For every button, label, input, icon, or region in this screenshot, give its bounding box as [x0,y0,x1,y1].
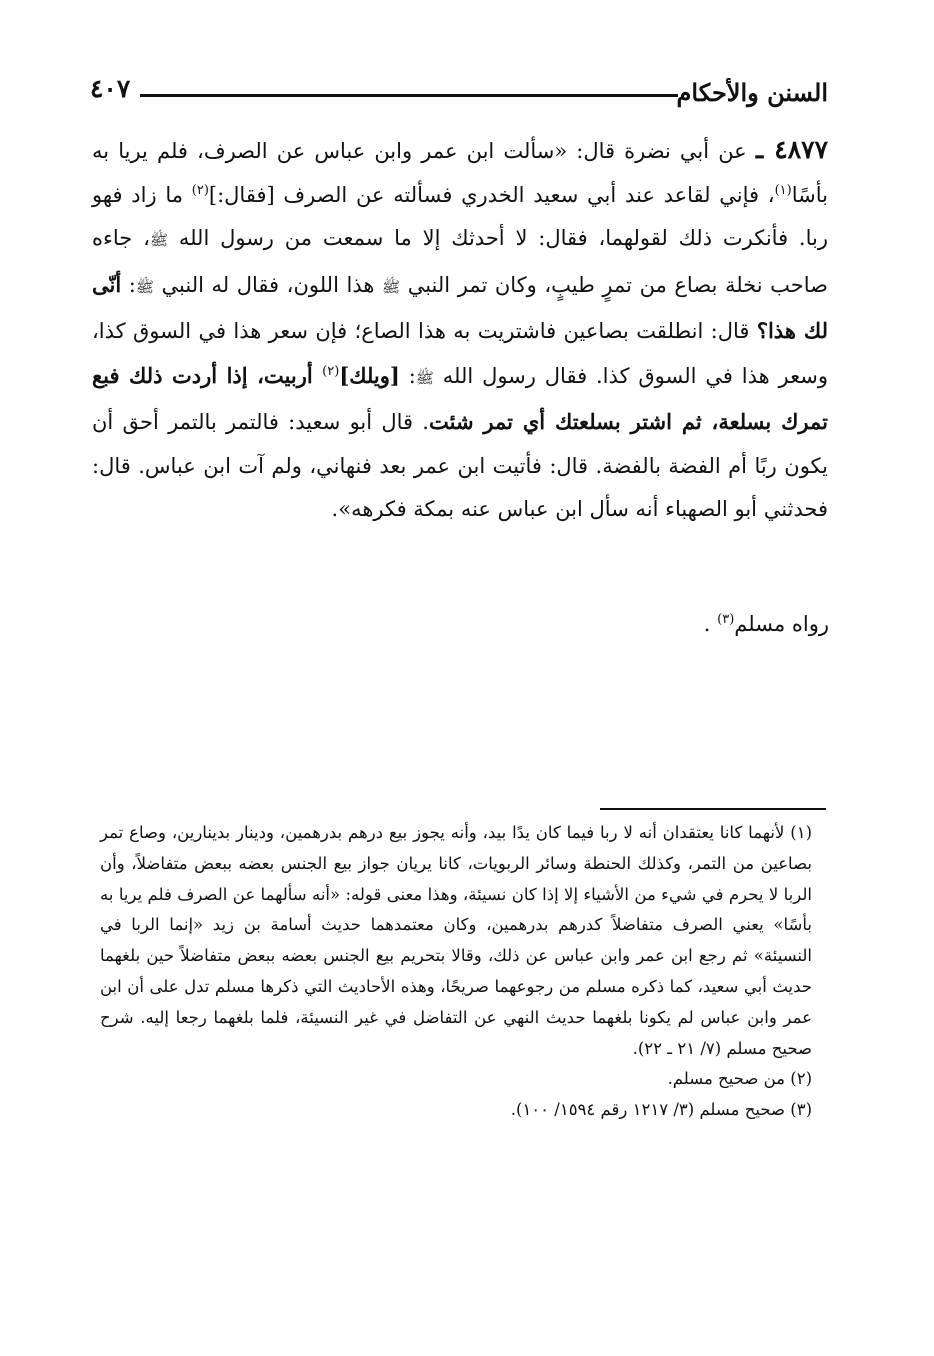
header-rule [140,94,678,97]
source-text: رواه مسلم [734,612,829,636]
footnote-text: من صحيح مسلم. [667,1069,785,1089]
footnote-text: صحيح مسلم (٣/ ١٢١٧ رقم ١٥٩٤/ ١٠٠). [510,1100,785,1120]
honorific-glyph: ﷺ [135,277,154,296]
hadith-text-segment: : [399,363,416,388]
hadith-text-segment: هذا اللون، فقال له النبي [153,272,383,297]
footnote-reference[interactable]: (٢) [322,363,340,379]
footnote-reference[interactable]: (٣) [717,612,735,627]
hadith-text-segment: ، فإني لقاعد عند أبي سعيد الخدري فسألته عن الصرف [فقال:] [208,182,775,207]
hadith-text-segment: . قال أبو سعيد: فالتمر بالتمر أحق أن يكون ربًا أم الفضة بالفضة. قال: فأتيت ابن عمر بعد فنهاني، ولم آت ابن عباس. قال: فحدثني أبو الصهباء أنه سأل ابن عباس عنه بمكة فكرهه». [92,410,828,521]
hadith-text-segment: : [121,272,136,297]
hadith-text-segment: ما زاد فهو ربا. فأنكرت ذلك لقولهما، فقال: لا أحدثك إلا ما سمعت من رسول الله [92,182,828,250]
footnote-separator [600,808,826,810]
honorific-glyph: ﷺ [415,368,434,387]
footnote [100,1095,812,1126]
honorific-glyph: ﷺ [382,277,401,296]
source-citation [704,612,829,636]
hadith-text-segment: ، جاءه صاحب نخلة بصاع من تمرٍ طيبٍ، وكان تمر النبي [92,226,828,297]
footnotes [100,818,812,1126]
footnote-reference[interactable]: (٢) [191,182,209,198]
hadith-number: ٤٨٧٧ ـ [755,135,828,164]
hadith-paragraph [92,128,828,532]
running-title: السنن والأحكام [676,78,828,107]
footnote [100,1064,812,1095]
honorific-glyph: ﷺ [149,231,168,249]
footnote [100,818,812,1064]
footnote-marker: (١) [790,823,812,842]
hadith-text [92,128,828,532]
prophet-speech: أربيت، إذا أردت ذلك فبع تمرك بسلعة، ثم اشتر بسلعتك أي تمر شئت [92,362,829,434]
footnote-marker: (٣) [790,1100,812,1120]
footnote-marker: (٢) [790,1069,812,1089]
page-header [90,72,828,112]
prophet-speech: [ويلك] [339,362,400,388]
footnote-text: لأنهما كانا يعتقدان أنه لا ربا فيما كان يدًا بيد، وأنه يجوز بيع درهم بدرهمين، ودينار بدينارين، وصاع تمر بصاعين من التمر، وكذلك الحنطة وسائر الربويات، كانا يريان جواز بيع الجنس بعضه ببعض متفاضلاً، وأن الربا لا يحرم في شيء من الأشياء إلا إذا كان نسيئة، وهذا معنى قوله: «أنه سألهما عن الصرف فلم يريا به بأسًا» يعني الصرف متفاضلاً كدرهم بدرهمين، وكان معتمدهما حديث أسامة بن زيد «إنما الربا في النسيئة» ثم رجع ابن عمر وابن عباس عن ذلك، وقالا بتحريم بيع الجنس بعضه ببعض متفاضلاً حين بلغهما حديث أبي سعيد، كما ذكره مسلم من رجوعهما صريحًا، وهذه الأحاديث التي ذكرها مسلم تدل على أن ابن عمر وابن عباس لم يكونا بلغهما حديث النهي عن التفاضل في غير النسيئة، فلما بلغهما رجعا إليه. شرح صحيح مسلم (٧/ ٢١ ـ ٢٢). [100,823,812,1058]
page-number: ٤٠٧ [90,74,131,103]
hadith-text-segment: قال: انطلقت بصاعين فاشتريت به هذا الصاع؛ فإن سعر هذا في السوق كذا، وسعر هذا في السوق كذا. فقال رسول الله [92,319,828,388]
source-end: . [703,612,718,636]
prophet-speech: أنّى لك هذا؟ [92,271,828,343]
hadith-text-segment: عن أبي نضرة قال: «سألت ابن عمر وابن عباس عن الصرف، فلم يريا به بأسًا [92,139,828,207]
footnote-reference[interactable]: (١) [774,182,792,198]
